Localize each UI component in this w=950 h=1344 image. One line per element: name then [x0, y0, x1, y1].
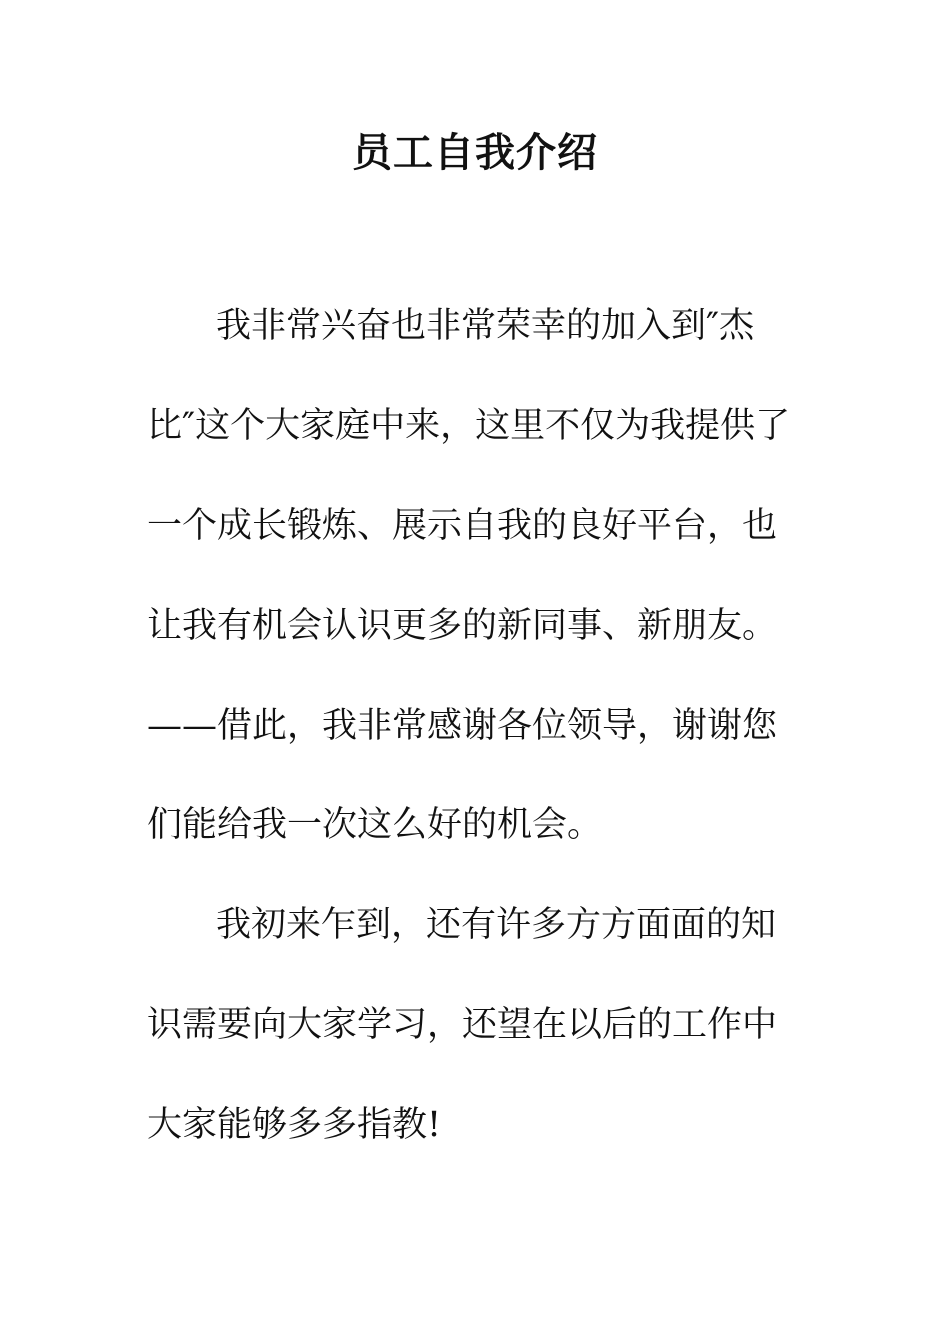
paragraph-line: 大家能够多多指教! — [147, 1105, 442, 1145]
paragraph-line: 一个成长锻炼、展示自我的良好平台，也 — [147, 506, 778, 546]
paragraph-line: 比″这个大家庭中来，这里不仅为我提供了 — [147, 406, 791, 446]
document-title: 员工自我介绍 — [352, 129, 598, 176]
paragraph-line: ——借此，我非常感谢各位领导，谢谢您 — [147, 706, 778, 746]
paragraph-line: 识需要向大家学习，还望在以后的工作中 — [147, 1005, 778, 1045]
paragraph-line: 我非常兴奋也非常荣幸的加入到″杰 — [216, 306, 755, 346]
paragraph-line: 让我有机会认识更多的新同事、新朋友。 — [147, 606, 778, 646]
paragraph-line: 们能给我一次这么好的机会。 — [147, 805, 603, 845]
paragraph-line: 我初来乍到，还有许多方方面面的知 — [216, 905, 777, 945]
